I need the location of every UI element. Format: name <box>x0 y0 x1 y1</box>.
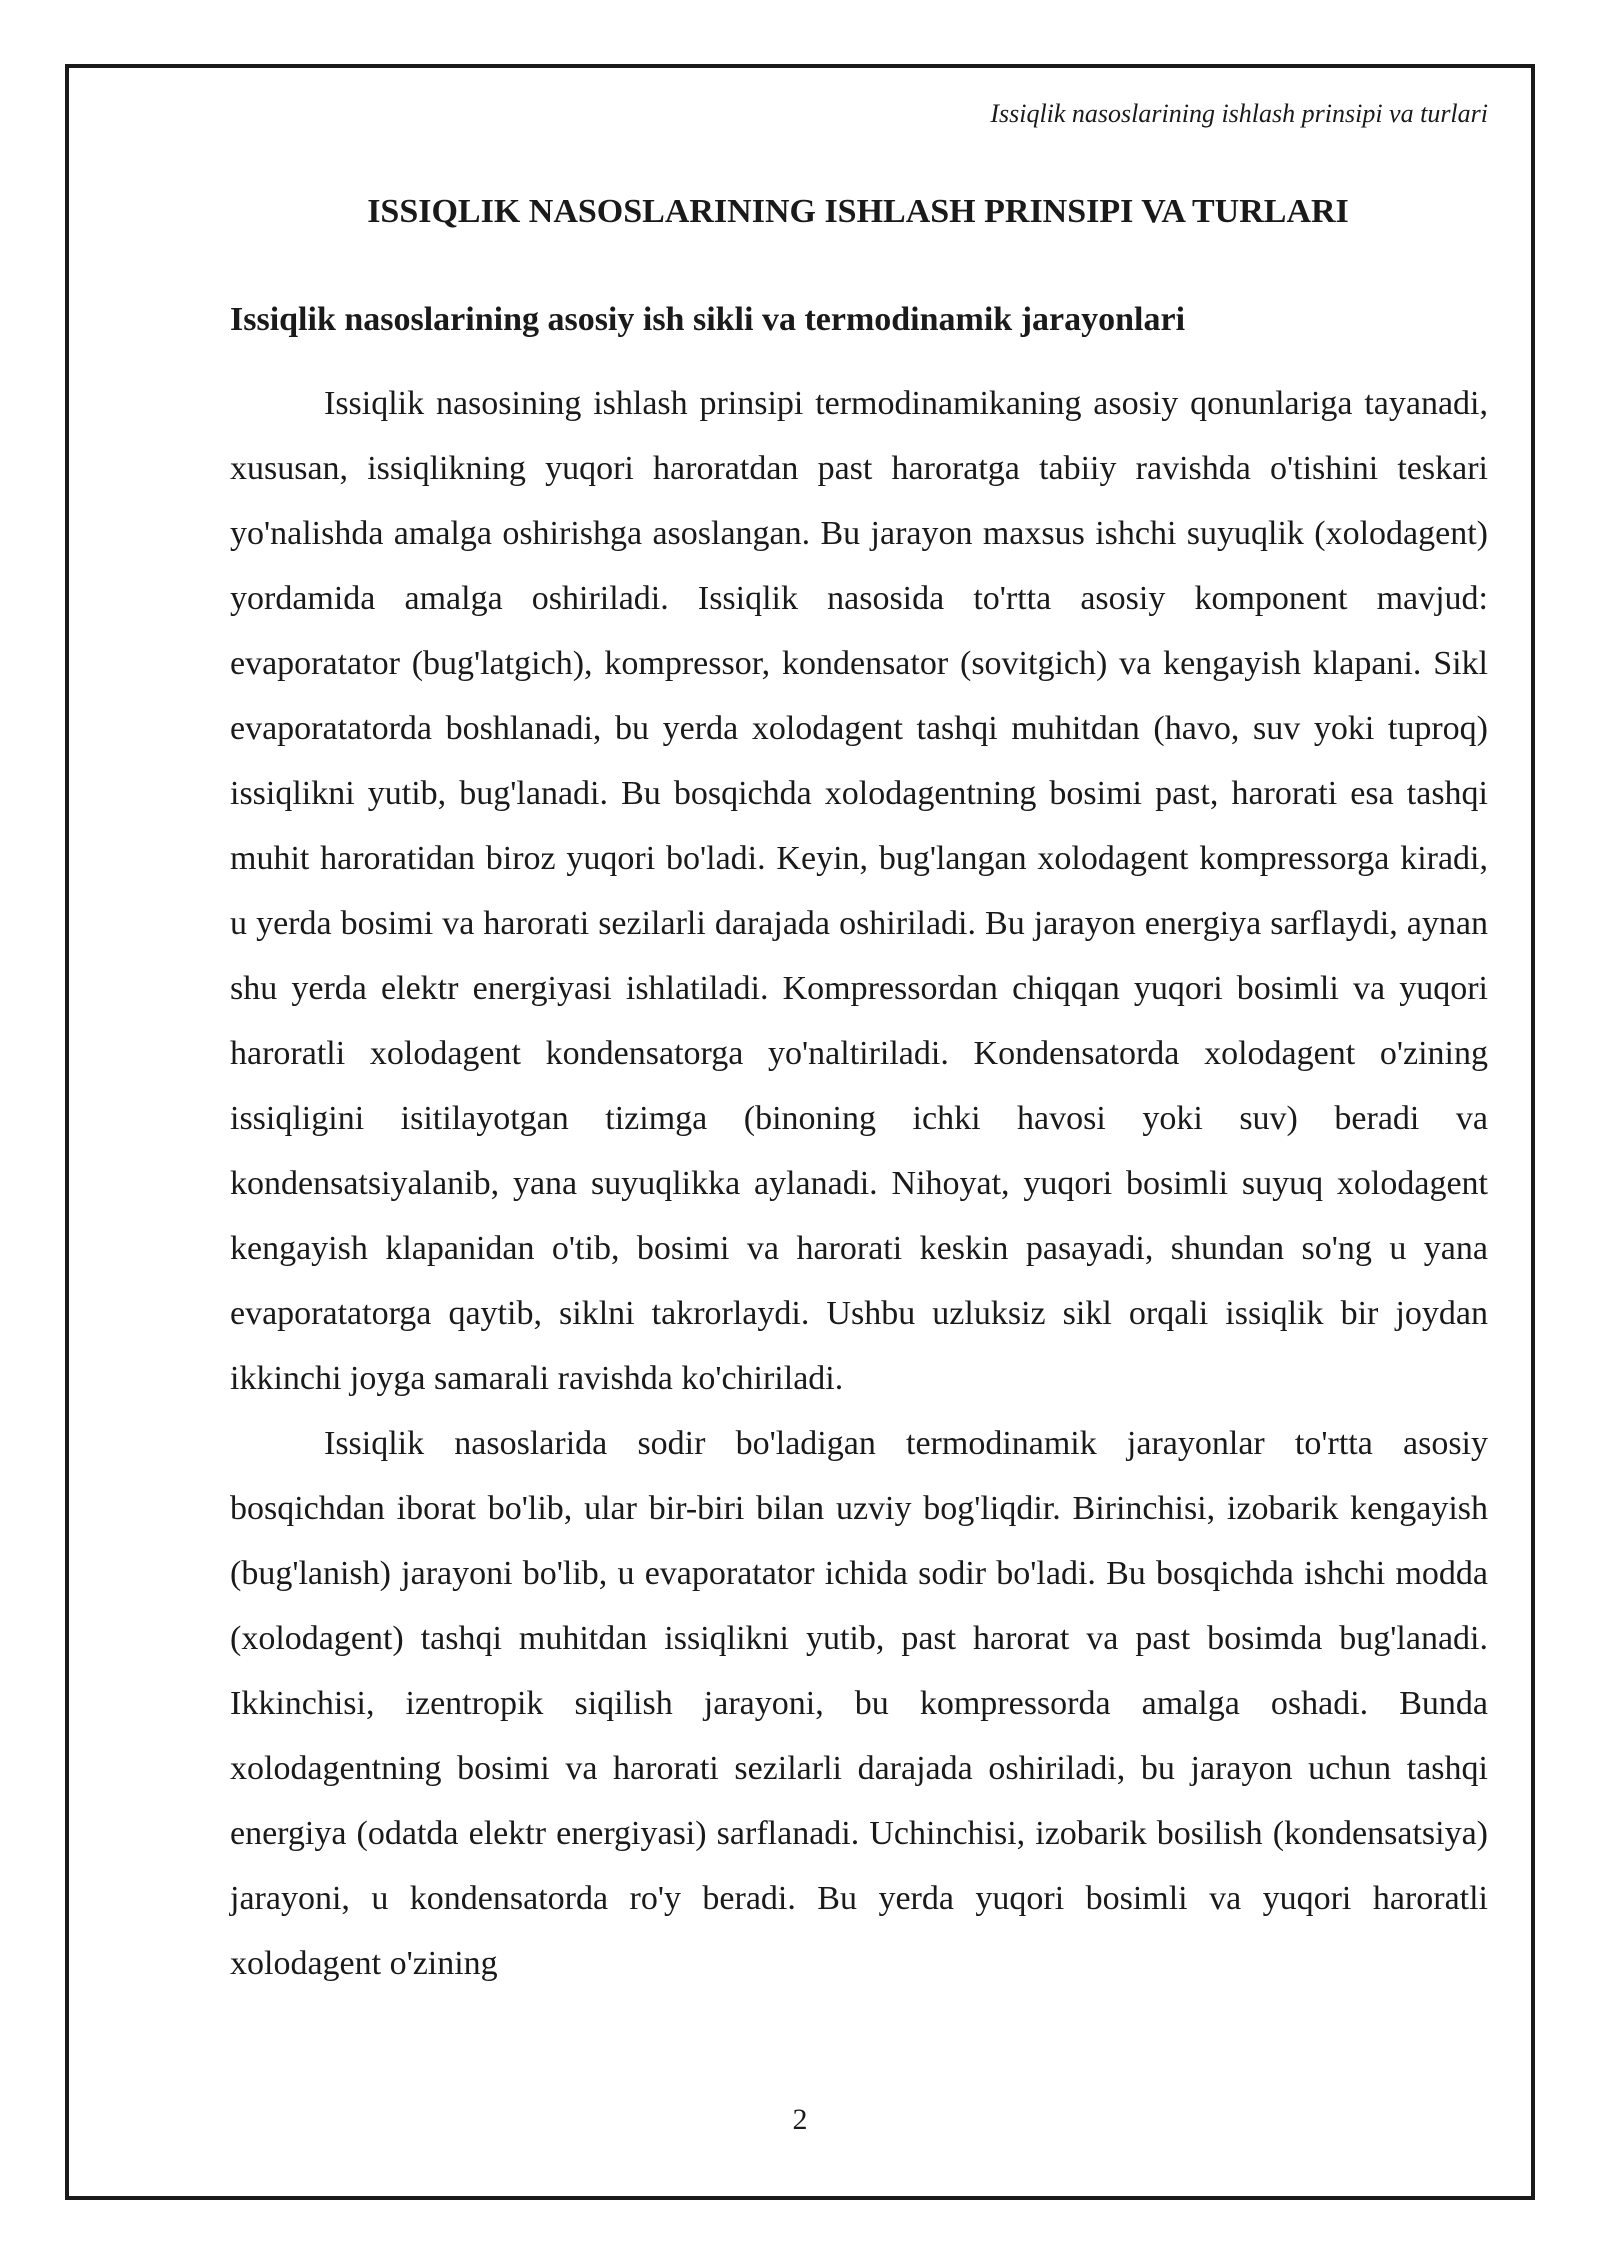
running-header: Issiqlik nasoslarining ishlash prinsipi va turlari <box>990 99 1488 128</box>
paragraph: Issiqlik nasosining ishlash prinsipi termodinamikaning asosiy qonunlariga tayanadi, xususan, issiqlikning yuqori haroratdan past haroratga tabiiy ravishda o'tishini teskari yo'nalishda amalga oshirishga asoslangan. Bu jarayon maxsus ishchi suyuqlik (xolodagent) yordamida amalga oshiriladi. Issiqlik nasosida to'rtta asosiy komponent mavjud: evaporatator (bug'latgich), kompressor, kondensator (sovitgich) va kengayish klapani. Sikl evaporatatorda boshlanadi, bu yerda xolodagent tashqi muhitdan (havo, suv yoki tuproq) issiqlikni yutib, bug'lanadi. Bu bosqichda xolodagentning bosimi past, harorati esa tashqi muhit haroratidan biroz yuqori bo'ladi. Keyin, bug'langan xolodagent kompressorga kiradi, u yerda bosimi va harorati sezilarli darajada oshiriladi. Bu jarayon energiya sarflaydi, aynan shu yerda elektr energiyasi ishlatiladi. Kompressordan chiqqan yuqori bosimli va yuqori haroratli xolodagent kondensatorga yo'naltiriladi. Kondensatorda xolodagent o'zining issiqligini isitilayotgan tizimga (binoning ichki havosi yoki suv) beradi va kondensatsiyalanib, yana suyuqlikka aylanadi. Nihoyat, yuqori bosimli suyuq xolodagent kengayish klapanidan o'tib, bosimi va harorati keskin pasayadi, shundan so'ng u yana evaporatatorga qaytib, siklni takrorlaydi. Ushbu uzluksiz sikl orqali issiqlik bir joydan ikkinchi joyga samarali ravishda ko'chiriladi. <box>230 385 1488 1397</box>
paragraph: Issiqlik nasoslarida sodir bo'ladigan termodinamik jarayonlar to'rtta asosiy bosqichdan iborat bo'lib, ular bir-biri bilan uzviy bog'liqdir. Birinchisi, izobarik kengayish (bug'lanish) jarayoni bo'lib, u evaporatator ichida sodir bo'ladi. Bu bosqichda ishchi modda (xolodagent) tashqi muhitdan issiqlikni yutib, past harorat va past bosimda bug'lanadi. Ikkinchisi, izentropik siqilish jarayoni, bu kompressorda amalga oshadi. Bunda xolodagentning bosimi va harorati sezilarli darajada oshiriladi, bu jarayon uchun tashqi energiya (odatda elektr energiyasi) sarflanadi. Uchinchisi, izobarik bosilish (kondensatsiya) jarayoni, u kondensatorda ro'y beradi. Bu yerda yuqori bosimli va yuqori haroratli xolodagent o'zining <box>230 1425 1488 1982</box>
section-heading: Issiqlik nasoslarining asosiy ish sikli va termodinamik jarayonlari <box>230 301 1186 338</box>
body-text <box>230 371 1488 1996</box>
page-title: ISSIQLIK NASOSLARINING ISHLASH PRINSIPI VA TURLARI <box>367 193 1349 230</box>
page-number: 2 <box>792 2103 808 2136</box>
